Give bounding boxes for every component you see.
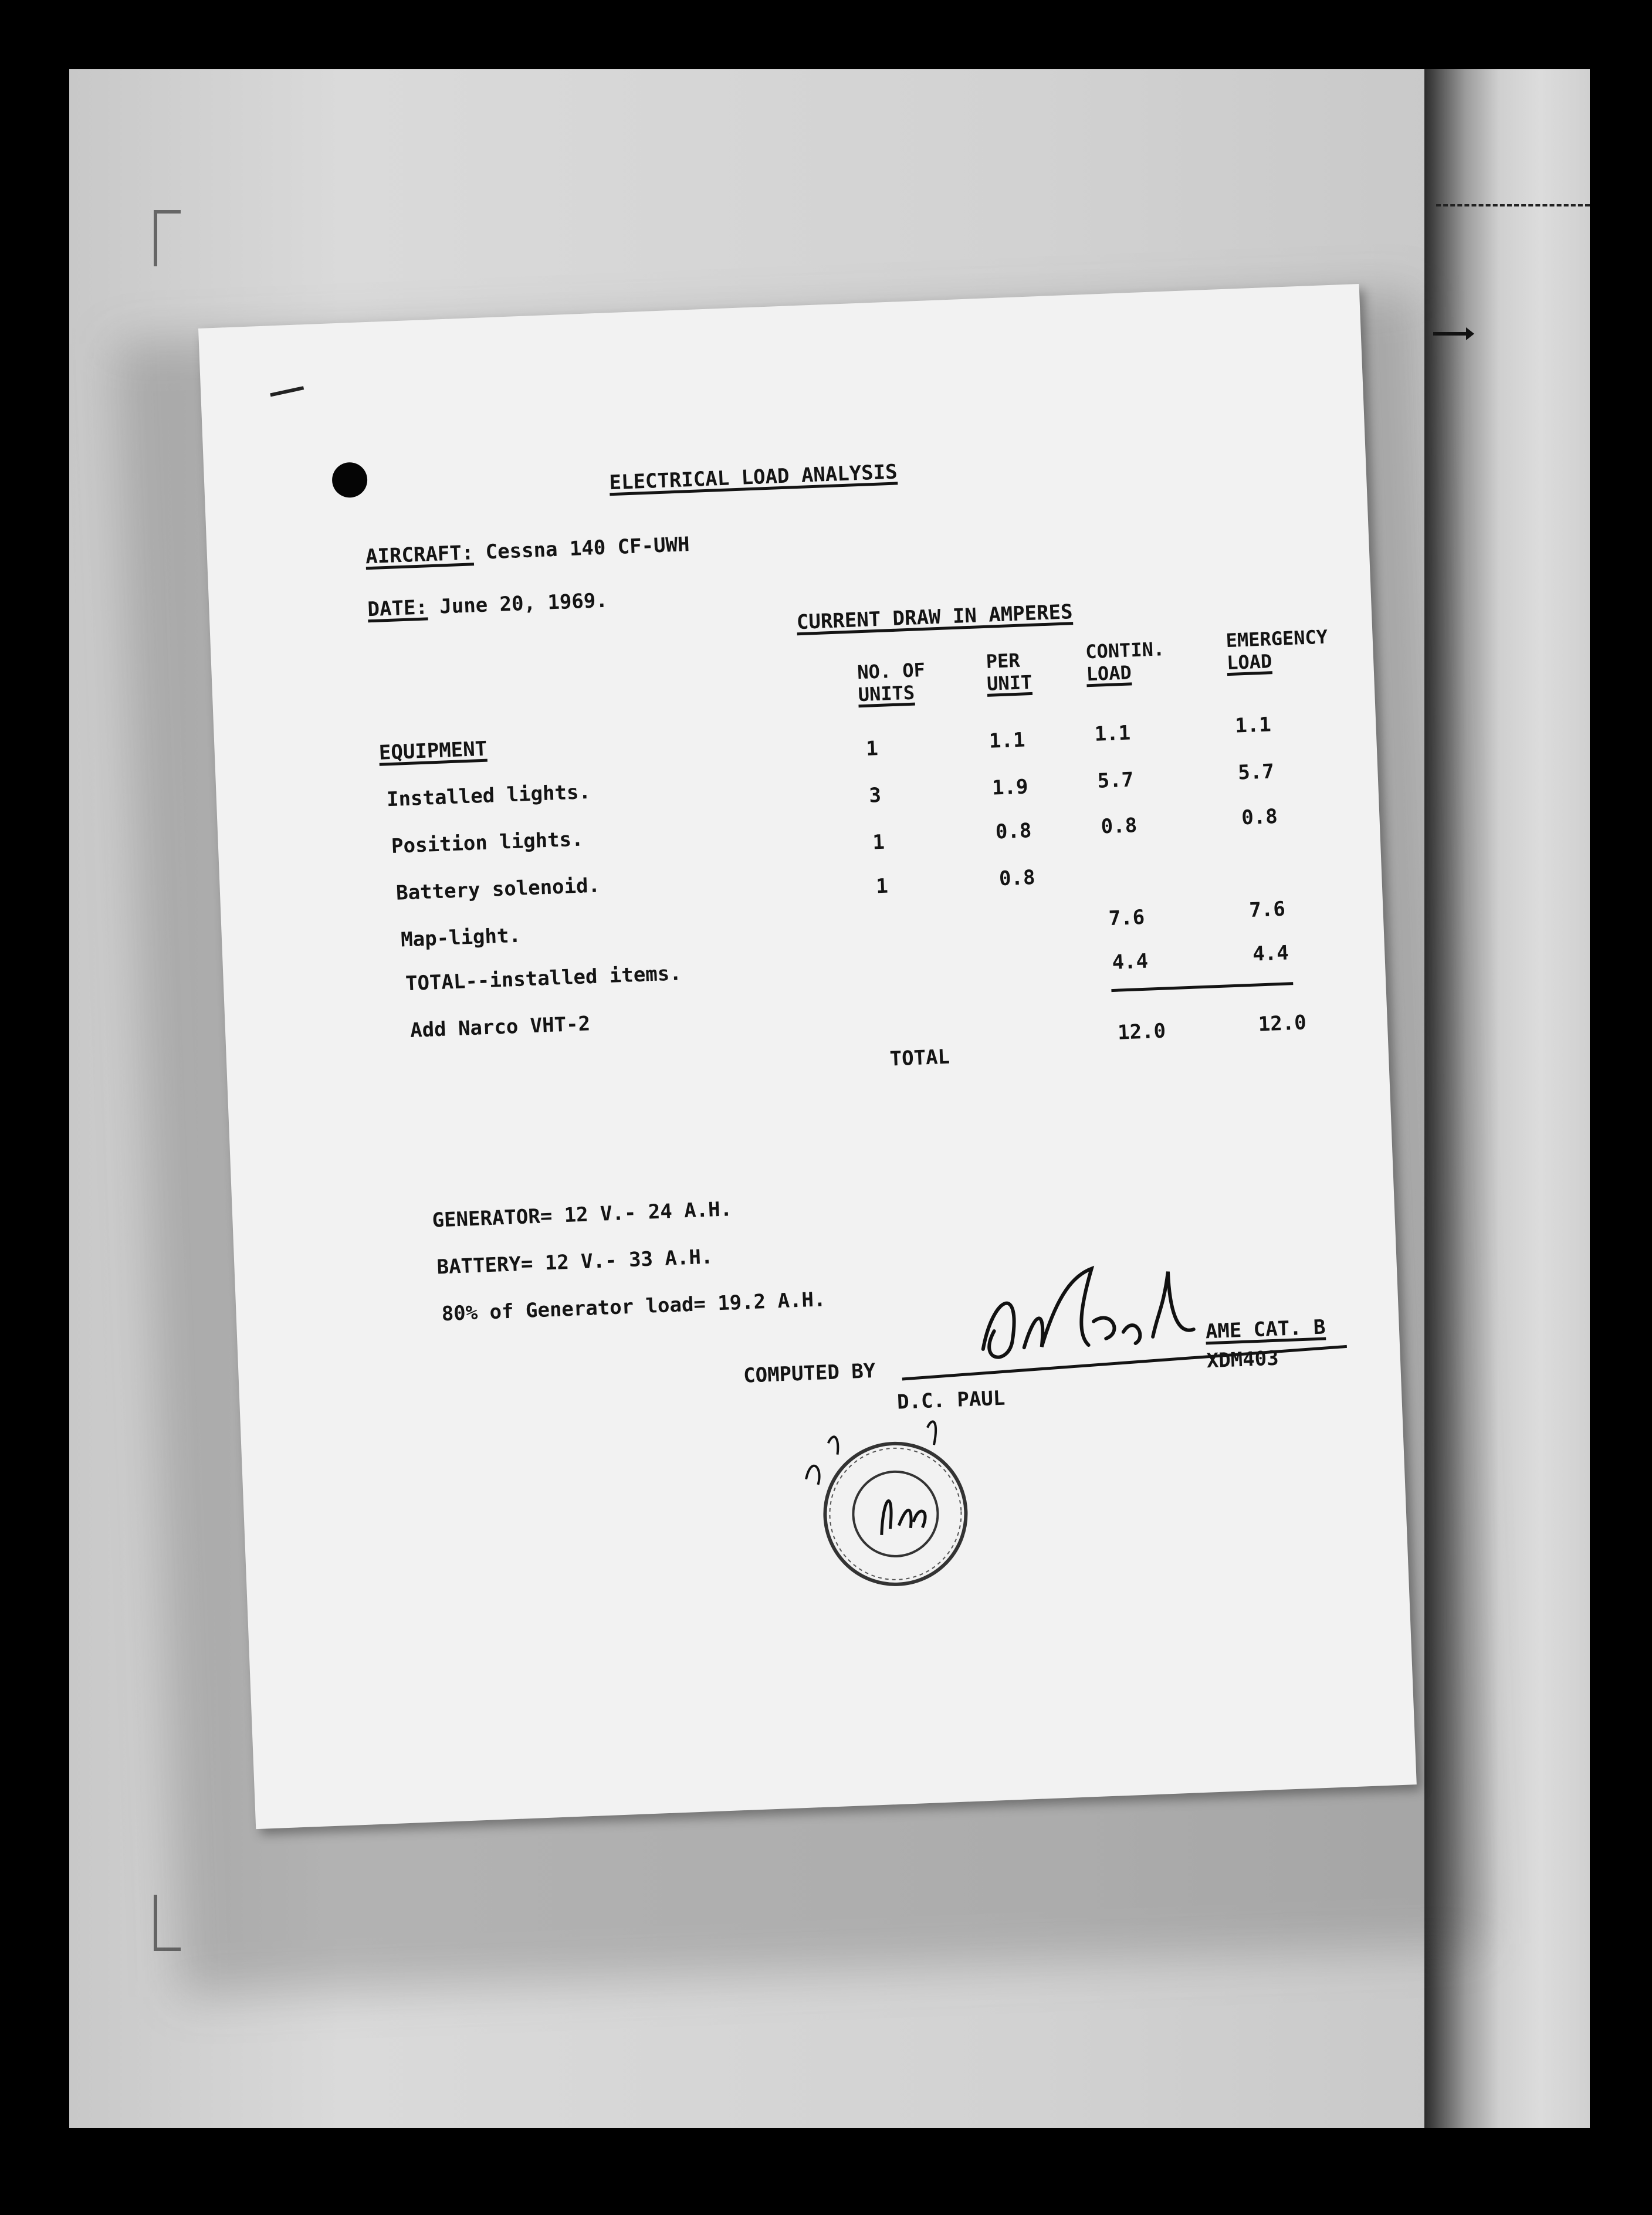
arrow-icon [1433,332,1468,336]
corner-bracket-top-icon [154,210,181,266]
aircraft-label: AIRCRAFT: [365,541,475,569]
row-contin: 0.8 [1100,814,1138,839]
row-units: 1 [865,737,879,761]
generator-line: GENERATOR= 12 V.- 24 A.H. [431,1197,733,1232]
total-label: TOTAL [889,1045,950,1071]
row-per: 1.9 [991,775,1029,800]
row-per: 1.1 [989,728,1026,753]
row-contin: 7.6 [1108,905,1145,931]
col-units-line1: NO. OF [857,658,926,684]
aircraft-value: Cessna 140 CF-UWH [485,533,690,564]
signature-icon [956,1252,1207,1385]
row-item: Position lights. [391,827,584,859]
col-header-units [857,659,926,706]
document-page [198,284,1417,1829]
row-emerg: 5.7 [1237,760,1275,785]
document-title: ELECTRICAL LOAD ANALYSIS [608,460,898,495]
col-emerg-line1: EMERGENCY [1225,625,1328,652]
row-contin: 5.7 [1096,768,1134,793]
ame-category: AME CAT. B [1205,1315,1326,1344]
row-units: 3 [868,783,882,808]
sum-rule [1111,982,1293,992]
col-per-line2: UNIT [986,670,1032,695]
generator-load-line: 80% of Generator load= 19.2 A.H. [441,1288,827,1326]
row-emerg: 0.8 [1241,805,1278,830]
margin-tick-icon [270,386,304,397]
col-units-line2: UNITS [858,681,915,706]
col-per-line1: PER [986,649,1021,673]
computed-by-label: COMPUTED BY [743,1359,876,1388]
row-per: 0.8 [998,865,1036,891]
row-units: 1 [872,830,885,855]
col-header-emergency [1226,626,1329,675]
ame-number: XDM403 [1206,1346,1279,1373]
aircraft-line [365,533,690,568]
row-item: Installed lights. [386,780,591,812]
row-emerg: 1.1 [1234,713,1272,738]
row-item: Add Narco VHT-2 [409,1012,591,1043]
dashed-line [1436,204,1590,206]
col-contin-line1: CONTIN. [1085,638,1165,663]
row-contin: 4.4 [1111,949,1149,974]
row-item: Battery solenoid. [395,873,601,905]
punch-hole-icon [331,462,368,498]
current-draw-header: CURRENT DRAW IN AMPERES [796,600,1074,635]
col-contin-line2: LOAD [1086,661,1132,686]
department-stamp-icon [792,1414,987,1608]
date-line [367,589,608,622]
row-item: TOTAL--installed items. [405,961,682,996]
total-emerg: 12.0 [1258,1011,1307,1037]
row-item: Map-light. [400,923,522,952]
row-units: 1 [875,874,889,899]
battery-line: BATTERY= 12 V.- 33 A.H. [436,1245,713,1279]
col-emerg-line2: LOAD [1226,650,1272,675]
row-contin: 1.1 [1094,721,1131,746]
date-label: DATE: [367,595,428,622]
date-value: June 20, 1969. [439,588,608,619]
row-emerg: 4.4 [1252,941,1289,966]
computed-by-name: D.C. PAUL [896,1386,1006,1414]
col-header-contin [1085,638,1166,685]
row-per: 0.8 [995,819,1032,844]
total-contin: 12.0 [1117,1019,1166,1045]
col-header-per [986,649,1032,695]
row-emerg: 7.6 [1248,897,1286,922]
equipment-header: EQUIPMENT [378,737,488,765]
